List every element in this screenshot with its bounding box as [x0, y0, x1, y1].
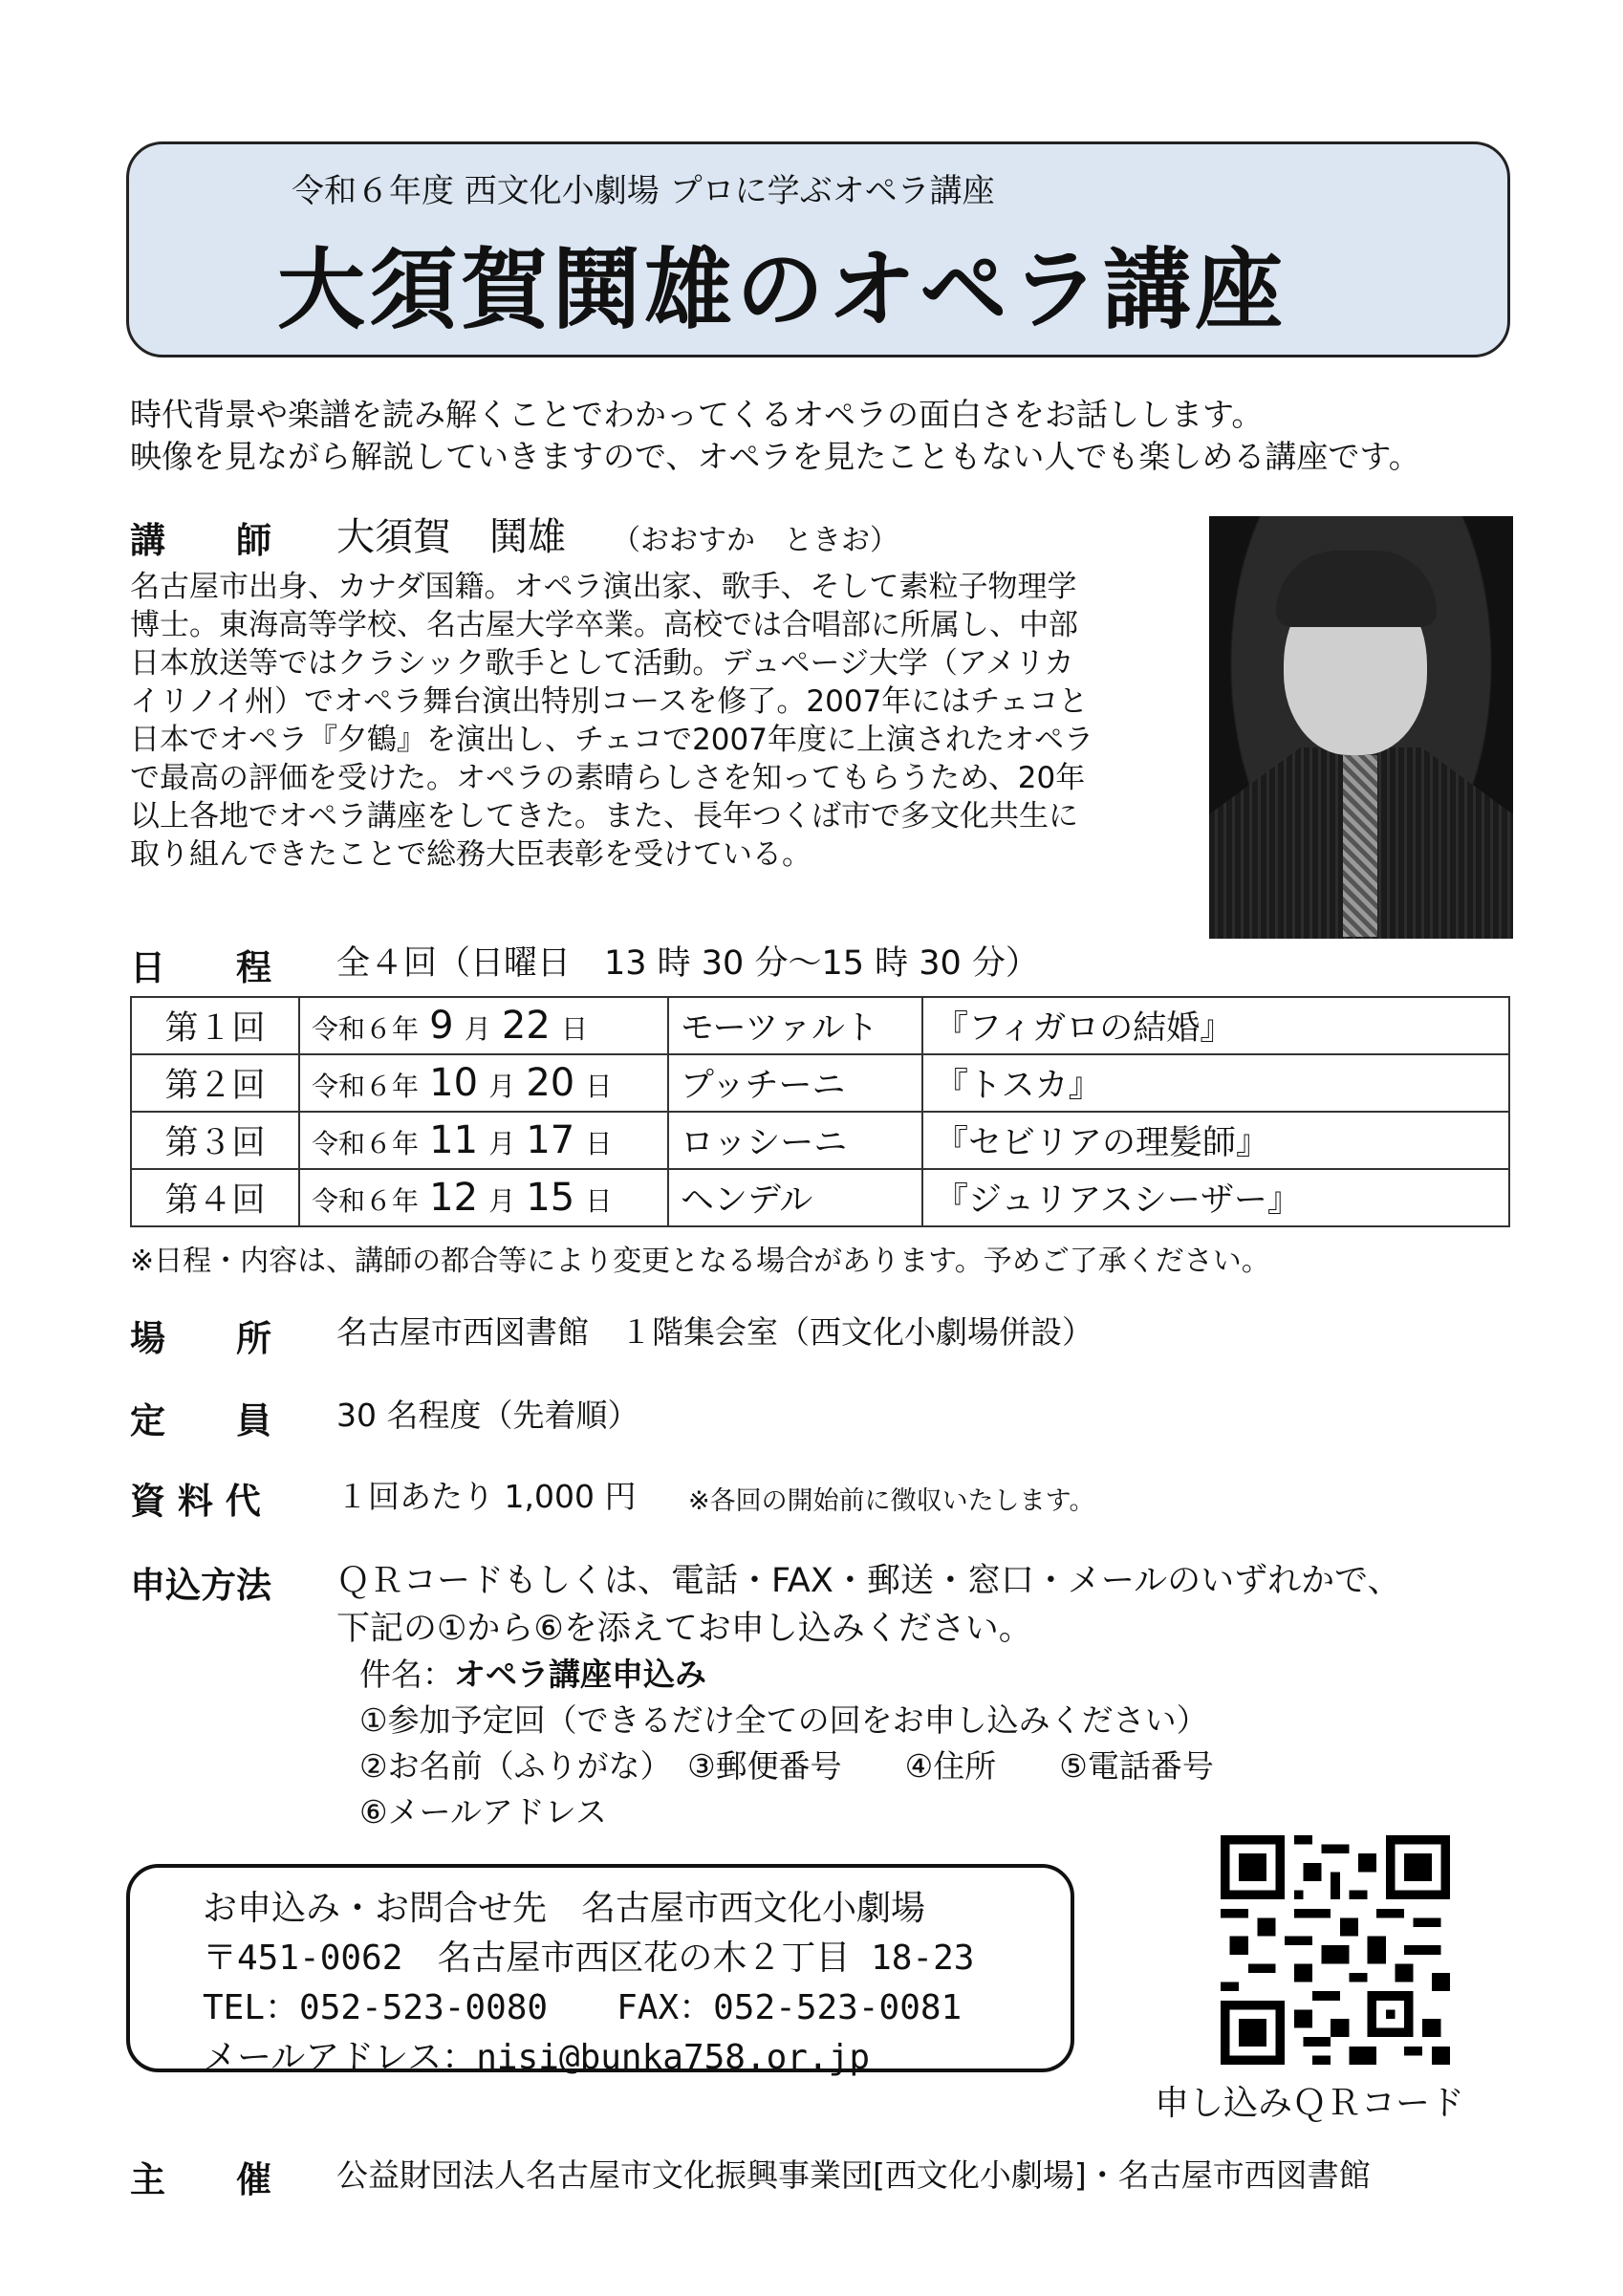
contact-address: 〒451-0062 名古屋市西区花の木２丁目 18-23	[203, 1939, 975, 1978]
session-date: 令和６年 10 月 20 日	[299, 1054, 668, 1112]
capacity-label: 定 員	[130, 1400, 271, 1441]
composer: モーツァルト	[668, 997, 922, 1054]
lecturer-reading: （おおすか ときお）	[612, 524, 898, 557]
apply-item-1: ①参加予定回（できるだけ全ての回をお申し込みください）	[359, 1701, 1208, 1739]
apply-item-3: ⑥メールアドレス	[359, 1793, 607, 1830]
schedule-note: ※日程・内容は、講師の都合等により変更となる場合があります。予めご了承ください。	[130, 1245, 1270, 1278]
table-row	[131, 1169, 1509, 1226]
contact-phone-fax: TEL：052-523-0080 FAX：052-523-0081	[203, 1988, 963, 2027]
session-number: 第３回	[131, 1112, 299, 1169]
session-number: 第４回	[131, 1169, 299, 1226]
photo-tie	[1343, 755, 1377, 937]
bio-line: 博士。東海高等学校、名古屋大学卒業。高校では合唱部に所属し、中部	[130, 608, 1078, 642]
lecturer-name: 大須賀 鬨雄	[336, 515, 566, 559]
lecturer-photo	[1209, 516, 1513, 939]
bio-line: イリノイ州）でオペラ舞台演出特別コースを修了。2007年にはチェコと	[130, 684, 1089, 719]
contact-heading: お申込み・お問合せ先 名古屋市西文化小劇場	[203, 1889, 926, 1928]
composer: ヘンデル	[668, 1169, 922, 1226]
place-label: 場 所	[130, 1318, 271, 1359]
series-subtitle: 令和６年度 西文化小劇場 プロに学ぶオペラ講座	[292, 172, 995, 210]
schedule-table	[130, 996, 1510, 1227]
opera-title: 『トスカ』	[922, 1054, 1509, 1112]
composer: プッチーニ	[668, 1054, 922, 1112]
qr-caption: 申し込みＱＲコード	[1155, 2084, 1465, 2123]
apply-subject: 件名：オペラ講座申込み	[359, 1656, 706, 1693]
page-title: 大須賀鬨雄のオペラ講座	[277, 239, 1288, 341]
session-number: 第１回	[131, 997, 299, 1054]
bio-line: 日本放送等ではクラシック歌手として活動。デュページ大学（アメリカ	[130, 646, 1074, 681]
bio-line: 以上各地でオペラ講座をしてきた。また、長年つくば市で多文化共生に	[130, 799, 1078, 834]
bio-line: 日本でオペラ『夕鶴』を演出し、チェコで2007年度に上演されたオペラ	[130, 723, 1093, 757]
place-value: 名古屋市西図書館 １階集会室（西文化小劇場併設）	[336, 1313, 1093, 1351]
fee-label: 資 料 代	[130, 1481, 261, 1522]
lecturer-bio	[130, 568, 1181, 874]
session-date: 令和６年 11 月 17 日	[299, 1112, 668, 1169]
session-date: 令和６年 12 月 15 日	[299, 1169, 668, 1226]
apply-line-2: 下記の①から⑥を添えてお申し込みください。	[336, 1610, 1032, 1648]
apply-label: 申込方法	[130, 1565, 271, 1606]
apply-item-2: ②お名前（ふりがな） ③郵便番号 ④住所 ⑤電話番号	[359, 1747, 1214, 1785]
fee-value: １回あたり 1,000 円	[336, 1478, 637, 1515]
contact-email[interactable]: メールアドレス：nisi@bunka758.or.jp	[203, 2038, 871, 2077]
bio-line: 取り組んできたことで総務大臣表彰を受けている。	[130, 837, 812, 872]
table-row	[131, 1054, 1509, 1112]
capacity-value: 30 名程度（先着順）	[336, 1397, 639, 1434]
lecturer-label: 講 師	[130, 520, 271, 561]
photo-hair	[1276, 551, 1437, 627]
opera-title: 『セビリアの理髪師』	[922, 1112, 1509, 1169]
qr-code[interactable]	[1221, 1835, 1450, 2065]
composer: ロッシーニ	[668, 1112, 922, 1169]
apply-line-1: ＱＲコードもしくは、電話・FAX・郵送・窓口・メールのいずれかで、	[336, 1562, 1401, 1600]
schedule-label: 日 程	[130, 947, 271, 988]
bio-line: 名古屋市出身、カナダ国籍。オペラ演出家、歌手、そして素粒子物理学	[130, 570, 1077, 604]
opera-title: 『フィガロの結婚』	[922, 997, 1509, 1054]
table-row	[131, 1112, 1509, 1169]
intro-line-2: 映像を見ながら解説していきますので、オペラを見たこともない人でも楽しめる講座です。	[130, 438, 1420, 475]
opera-title: 『ジュリアスシーザー』	[922, 1169, 1509, 1226]
session-date: 令和６年 9 月 22 日	[299, 997, 668, 1054]
fee-note: ※各回の開始前に徴収いたします。	[688, 1486, 1095, 1516]
organizer-label: 主 催	[130, 2159, 271, 2200]
organizer-value: 公益財団法人名古屋市文化振興事業団[西文化小劇場]・名古屋市西図書館	[336, 2156, 1371, 2194]
schedule-summary: 全４回（日曜日 13 時 30 分～15 時 30 分）	[336, 944, 1039, 983]
session-number: 第２回	[131, 1054, 299, 1112]
table-row	[131, 997, 1509, 1054]
bio-line: で最高の評価を受けた。オペラの素晴らしさを知ってもらうため、20年	[130, 761, 1086, 795]
intro-line-1: 時代背景や楽譜を読み解くことでわかってくるオペラの面白さをお話しします。	[130, 396, 1264, 433]
